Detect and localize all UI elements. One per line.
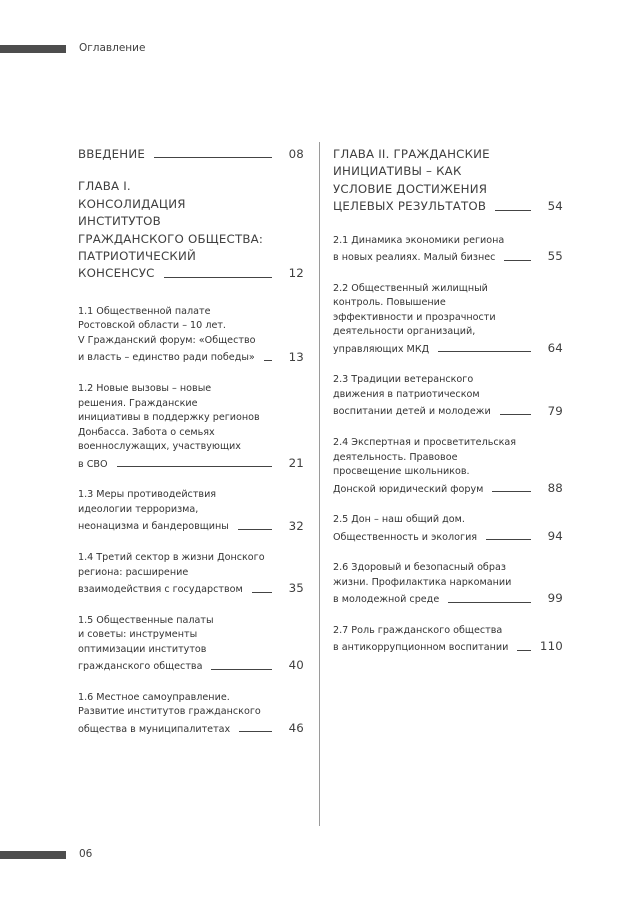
entry-line: оптимизации институтов bbox=[78, 643, 207, 655]
intro-page: 08 bbox=[288, 147, 304, 161]
chapter-2-line: ГЛАВА II. ГРАЖДАНСКИЕ bbox=[333, 147, 490, 161]
toc-left-column bbox=[78, 146, 304, 737]
entry-line: и советы: инструменты bbox=[78, 629, 198, 641]
entry-last-line: Донской юридический форум bbox=[333, 483, 484, 495]
leader-line bbox=[517, 650, 531, 651]
entry-last-line: взаимодействия с государством bbox=[78, 584, 243, 595]
entry-line: 1.3 Меры противодействия bbox=[78, 489, 217, 501]
footer-bar bbox=[0, 851, 66, 859]
toc-entry-2-5[interactable] bbox=[333, 513, 563, 545]
entry-last-line: гражданского общества bbox=[78, 661, 203, 673]
toc-entry-chapter-2[interactable] bbox=[333, 146, 563, 216]
entry-line: движения в патриотическом bbox=[333, 389, 480, 400]
toc-entry-1-2[interactable] bbox=[78, 382, 304, 472]
toc-entry-1-6[interactable] bbox=[78, 691, 304, 738]
chapter-1-line: ИНСТИТУТОВ bbox=[78, 214, 161, 229]
toc-entry-2-2[interactable] bbox=[333, 282, 563, 358]
entry-last-line: общества в муниципалитетах bbox=[78, 723, 231, 735]
chapter-1-line: ПАТРИОТИЧЕСКИЙ bbox=[78, 249, 197, 264]
leader-line bbox=[154, 157, 272, 158]
entry-line: 2.1 Динамика экономики региона bbox=[333, 234, 505, 246]
chapter-2-last-line: ЦЕЛЕВЫХ РЕЗУЛЬТАТОВ bbox=[333, 199, 487, 214]
leader-line bbox=[164, 277, 272, 278]
toc-entry-2-4[interactable] bbox=[333, 436, 563, 497]
entry-line: инициативы в поддержку регионов bbox=[78, 412, 260, 424]
entry-line: 1.1 Общественной палате bbox=[78, 305, 211, 317]
entry-line: V Гражданский форум: «Общество bbox=[78, 335, 256, 347]
toc-entry-2-3[interactable] bbox=[333, 373, 563, 420]
entry-line: деятельности организаций, bbox=[333, 326, 476, 338]
leader-line bbox=[504, 260, 531, 261]
entry-line: Развитие институтов гражданского bbox=[78, 706, 261, 718]
intro-label: ВВЕДЕНИЕ bbox=[78, 147, 146, 161]
chapter-1-page: 12 bbox=[288, 266, 304, 281]
toc-entry-2-1[interactable] bbox=[333, 234, 563, 266]
leader-line bbox=[117, 466, 272, 467]
entry-line: 2.5 Дон – наш общий дом. bbox=[333, 514, 465, 526]
entry-line: просвещение школьников. bbox=[333, 466, 470, 478]
entry-line: идеологии терроризма, bbox=[78, 504, 199, 515]
leader-line bbox=[486, 539, 531, 540]
entry-line: 1.5 Общественные палаты bbox=[78, 614, 214, 626]
column-divider bbox=[319, 142, 320, 826]
entry-page: 55 bbox=[547, 249, 563, 264]
entry-page: 99 bbox=[547, 591, 563, 606]
leader-line bbox=[438, 351, 531, 352]
leader-line bbox=[239, 731, 272, 732]
entry-last-line: неонацизма и бандеровщины bbox=[78, 521, 229, 533]
entry-last-line: Общественность и экология bbox=[333, 531, 478, 543]
toc-entry-2-6[interactable] bbox=[333, 561, 563, 608]
entry-last-line: в антикоррупционном воспитании bbox=[333, 642, 509, 654]
entry-last-line: и власть – единство ради победы» bbox=[78, 352, 255, 364]
entry-line: 2.4 Экспертная и просветительская bbox=[333, 437, 517, 448]
entry-line: решения. Гражданские bbox=[78, 397, 198, 409]
entry-line: 1.4 Третий сектор в жизни Донского bbox=[78, 552, 265, 563]
entry-line: региона: расширение bbox=[78, 566, 189, 578]
entry-line: Ростовской области – 10 лет. bbox=[78, 320, 226, 332]
entry-line: 2.2 Общественный жилищный bbox=[333, 282, 488, 294]
entry-page: 46 bbox=[288, 720, 304, 735]
leader-line bbox=[211, 669, 272, 670]
entry-line: 2.3 Традиции ветеранского bbox=[333, 374, 474, 386]
leader-line bbox=[252, 592, 272, 593]
toc-entry-chapter-1[interactable] bbox=[78, 178, 304, 282]
entry-page: 40 bbox=[288, 658, 304, 673]
entry-line: эффективности и прозрачности bbox=[333, 311, 496, 323]
entry-last-line: в новых реалиях. Малый бизнес bbox=[333, 252, 496, 264]
toc-entry-1-1[interactable] bbox=[78, 305, 304, 366]
entry-line: Донбасса. Забота о семьях bbox=[78, 426, 215, 438]
leader-line bbox=[492, 491, 531, 492]
entry-last-line: управляющих МКД bbox=[333, 343, 430, 355]
toc-right-column bbox=[333, 146, 563, 656]
entry-page: 32 bbox=[288, 518, 304, 533]
toc-entry-2-7[interactable] bbox=[333, 624, 563, 656]
entry-page: 13 bbox=[288, 349, 304, 364]
header-title: Оглавление bbox=[79, 42, 146, 54]
leader-line bbox=[495, 210, 531, 211]
header-bar bbox=[0, 45, 66, 53]
chapter-1-line: ГЛАВА I. bbox=[78, 179, 131, 194]
entry-page: 88 bbox=[547, 480, 563, 495]
footer-page-number: 06 bbox=[79, 848, 93, 860]
entry-line: деятельность. Правовое bbox=[333, 451, 458, 463]
chapter-1-line: ГРАЖДАНСКОГО ОБЩЕСТВА: bbox=[78, 231, 264, 246]
entry-page: 64 bbox=[547, 341, 563, 355]
chapter-1-line: КОНСОЛИДАЦИЯ bbox=[78, 196, 186, 211]
entry-page: 21 bbox=[288, 456, 304, 470]
entry-line: жизни. Профилактика наркомании bbox=[333, 576, 512, 588]
chapter-2-line: ИНИЦИАТИВЫ – КАК bbox=[333, 164, 462, 179]
toc-entry-1-4[interactable] bbox=[78, 551, 304, 598]
entry-page: 94 bbox=[547, 528, 563, 543]
entry-line: 1.6 Местное самоуправление. bbox=[78, 691, 230, 703]
toc-entry-1-3[interactable] bbox=[78, 488, 304, 535]
entry-last-line: воспитании детей и молодежи bbox=[333, 406, 491, 418]
toc-entry-1-5[interactable] bbox=[78, 614, 304, 675]
entry-line: 2.6 Здоровый и безопасный образ bbox=[333, 562, 506, 574]
entry-page: 79 bbox=[547, 403, 563, 418]
entry-line: военнослужащих, участвующих bbox=[78, 441, 241, 453]
entry-line: 1.2 Новые вызовы – новые bbox=[78, 383, 212, 395]
leader-line bbox=[238, 529, 272, 530]
entry-line: 2.7 Роль гражданского общества bbox=[333, 624, 503, 636]
chapter-2-page: 54 bbox=[547, 199, 563, 214]
chapter-2-line: УСЛОВИЕ ДОСТИЖЕНИЯ bbox=[333, 181, 488, 196]
leader-line bbox=[500, 414, 531, 415]
entry-page: 110 bbox=[539, 639, 563, 654]
leader-line bbox=[448, 602, 531, 603]
chapter-1-last-line: КОНСЕНСУС bbox=[78, 266, 155, 281]
entry-page: 35 bbox=[288, 581, 304, 596]
entry-last-line: в СВО bbox=[78, 458, 108, 470]
entry-line: контроль. Повышение bbox=[333, 297, 446, 309]
leader-line bbox=[264, 360, 272, 361]
toc-entry-intro[interactable] bbox=[78, 146, 304, 163]
entry-last-line: в молодежной среде bbox=[333, 594, 440, 606]
